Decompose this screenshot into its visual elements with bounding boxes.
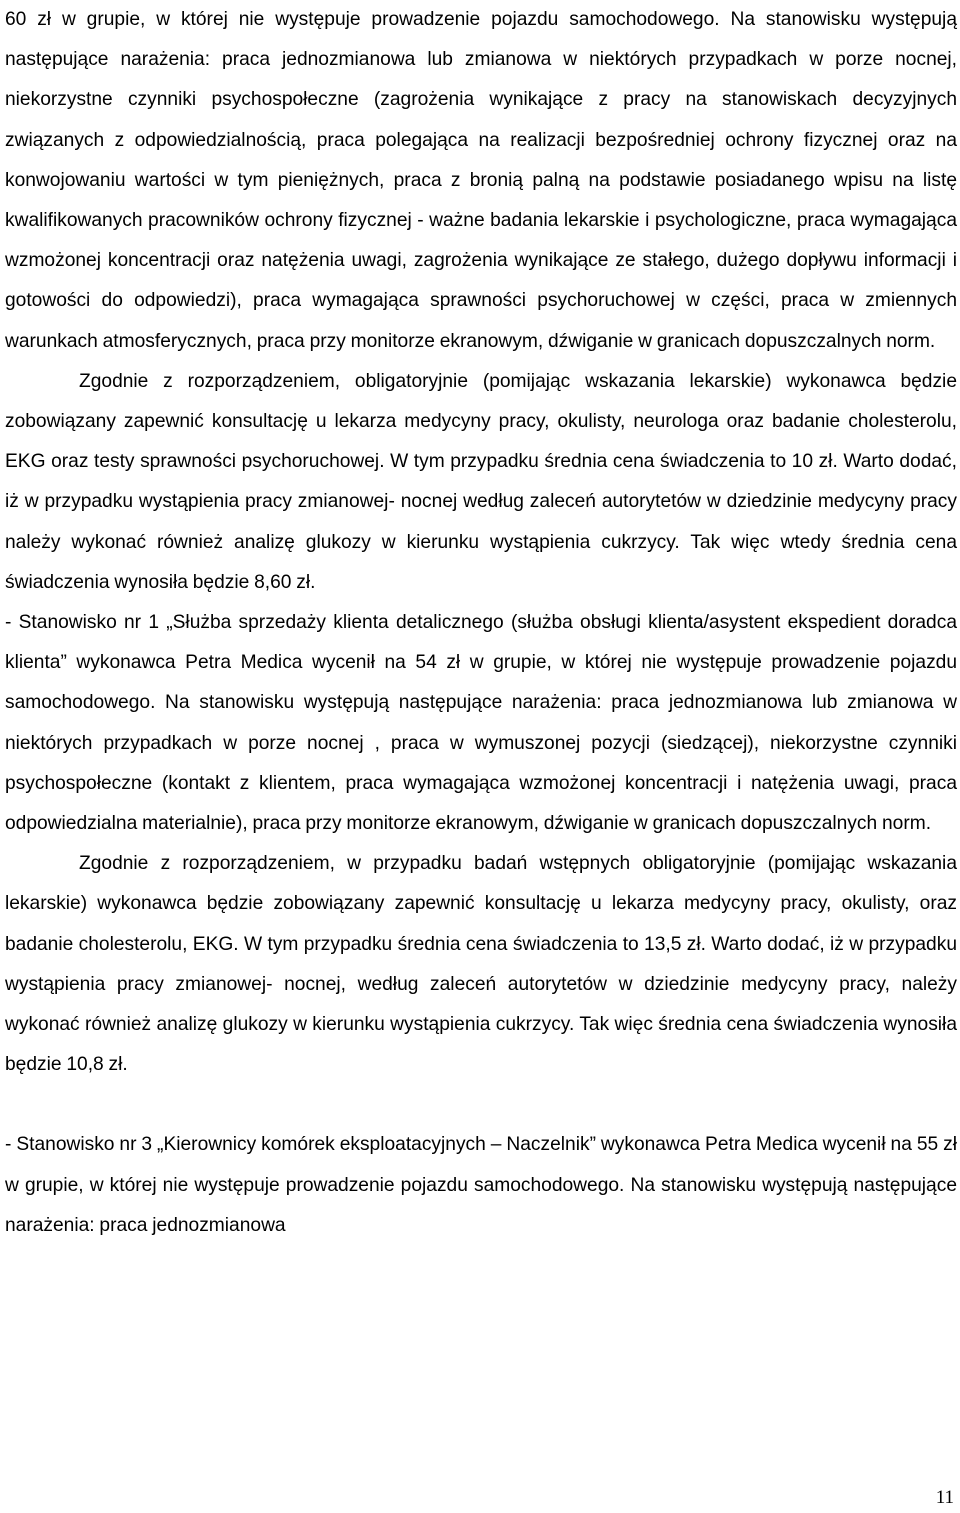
paragraph-position-3: - Stanowisko nr 3 „Kierownicy komórek eksploatacyjnych – Naczelnik” wykonawca Petra Medica wycenił na 55 zł w grupie, w której nie występuje prowadzenie pojazdu samochodowego. Na stanowisku występują następujące narażenia: praca jednozmianowa: [5, 1134, 957, 1236]
page-number: 11: [935, 1487, 954, 1508]
paragraph-spacer: [5, 1085, 957, 1125]
paragraph-continuation: 60 zł w grupie, w której nie występuje prowadzenie pojazdu samochodowego. Na stanowisku występują następujące narażenia: praca jednozmianowa lub zmianowa w niektórych przypadkach w porze nocnej, niekorzystne czynniki psychospołeczne (zagrożenia wynikające z pracy na stanowiskach decyzyjnych związanych z odpowiedzialnością, praca polegająca na realizacji bezpośredniej ochrony fizycznej oraz na konwojowaniu wartości w tym pieniężnych, praca z bronią palną na podstawie posiadanego wpisu na listę kwalifikowanych pracowników ochrony fizycznej - ważne badania lekarskie i psychologiczne, praca wymagająca wzmożonej koncentracji oraz natężenia uwagi, zagrożenia wynikające ze stałego, dużego dopływu informacji i gotowości do odpowiedzi), praca wymagająca sprawności psychoruchowej w części, praca w zmiennych warunkach atmosferycznych, praca przy monitorze ekranowym, dźwiganie w granicach dopuszczalnych norm.: [5, 9, 957, 352]
paragraph-regulation-13-5zl: Zgodnie z rozporządzeniem, w przypadku badań wstępnych obligatoryjnie (pomijając wskazania lekarskie) wykonawca będzie zobowiązany zapewnić konsultację u lekarza medycyny pracy, okulisty, oraz badanie cholesterolu, EKG. W tym przypadku średnia cena świadczenia to 13,5 zł. Warto dodać, iż w przypadku wystąpienia pracy zmianowej- nocnej, według zaleceń autorytetów w dziedzinie medycyny pracy, należy wykonać również analizę glukozy w kierunku wystąpienia cukrzycy. Tak więc średnia cena świadczenia wynosiła będzie 10,8 zł.: [5, 853, 957, 1076]
paragraph-position-1: - Stanowisko nr 1 „Służba sprzedaży klienta detalicznego (służba obsługi klienta/asystent ekspedient doradca klienta” wykonawca Petra Medica wycenił na 54 zł w grupie, w której nie występuje prowadzenie pojazdu samochodowego. Na stanowisku występują następujące narażenia: praca jednozmianowa lub zmianowa w niektórych przypadkach w porze nocnej , praca w wymuszonej pozycji (siedzącej), niekorzystne czynniki psychospołeczne (kontakt z klientem, praca wymagająca wzmożonej koncentracji i natężenia uwagi, praca odpowiedzialna materialnie), praca przy monitorze ekranowym, dźwiganie w granicach dopuszczalnych norm.: [5, 612, 957, 835]
document-page: [5, 0, 957, 1246]
paragraph-regulation-10zl: Zgodnie z rozporządzeniem, obligatoryjnie (pomijając wskazania lekarskie) wykonawca będzie zobowiązany zapewnić konsultację u lekarza medycyny pracy, okulisty, neurologa oraz badanie cholesterolu, EKG oraz testy sprawności psychoruchowej. W tym przypadku średnia cena świadczenia to 10 zł. Warto dodać, iż w przypadku wystąpienia pracy zmianowej- nocnej według zaleceń autorytetów w dziedzinie medycyny pracy należy wykonać również analizę glukozy w kierunku wystąpienia cukrzycy. Tak więc wtedy średnia cena świadczenia wynosiła będzie 8,60 zł.: [5, 370, 957, 593]
